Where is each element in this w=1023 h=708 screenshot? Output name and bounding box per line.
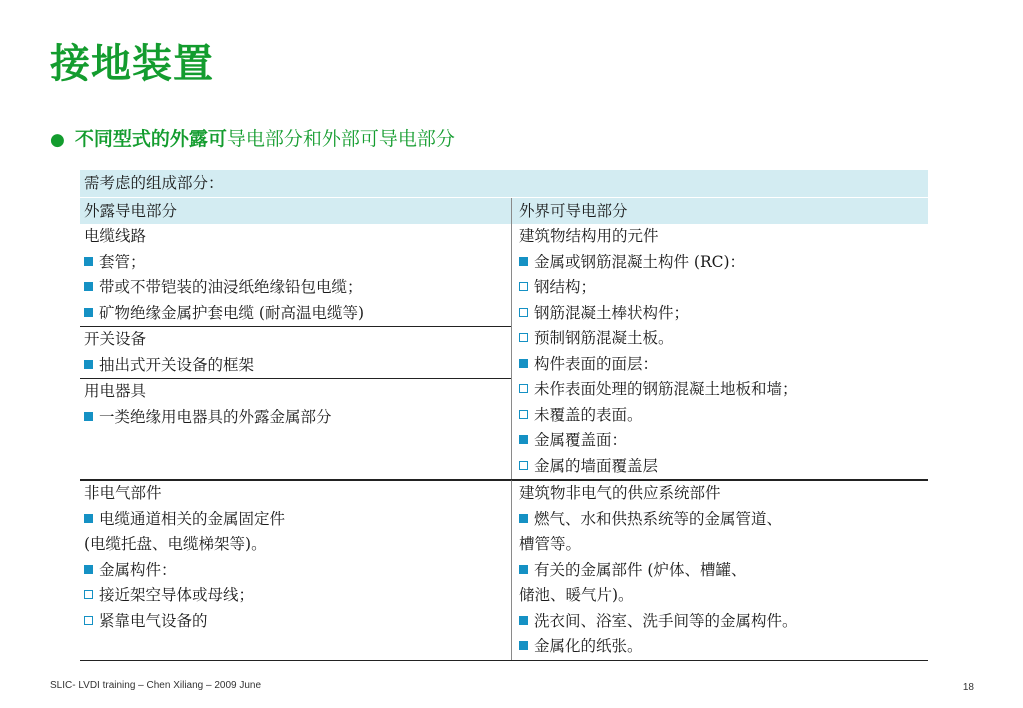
table-line-text: 带或不带铠装的油浸纸绝缘铅包电缆； [99, 278, 363, 296]
table-line [519, 454, 928, 480]
components-table [80, 170, 928, 661]
table-line-text: 金属或钢筋混凝土构件 (RC)： [534, 252, 746, 271]
subtitle-bullet-line [50, 126, 455, 153]
extraneous-parts-column [511, 224, 928, 479]
table-line [80, 481, 511, 507]
table-line [519, 609, 928, 635]
table-line [80, 275, 511, 301]
table-section [80, 224, 511, 326]
table-line [519, 250, 928, 276]
filled-square-bullet-icon [519, 565, 528, 574]
page-number: 18 [962, 682, 974, 693]
filled-square-bullet-icon [519, 359, 528, 368]
table-line-text: 储池、暖气片)。 [519, 586, 634, 604]
table-line [519, 403, 928, 429]
open-square-bullet-icon [519, 461, 528, 470]
footer-credit: SLIC- LVDI training – Chen Xiliang – 2009 June [50, 680, 262, 691]
building-supply-column [511, 480, 928, 660]
table-body-bottom [80, 480, 928, 661]
table-line-text: 钢结构； [534, 278, 597, 296]
table-line-text: 建筑物结构用的元件 [519, 227, 659, 245]
filled-square-bullet-icon [519, 257, 528, 266]
table-line-text: 洗衣间、浴室、洗手间等的金属构件。 [534, 611, 798, 630]
table-line-text: 金属覆盖面： [534, 431, 628, 449]
right-column-header: 外界可导电部分 [511, 198, 928, 224]
exposed-parts-column [80, 224, 511, 479]
open-square-bullet-icon [519, 410, 528, 419]
open-square-bullet-icon [519, 333, 528, 342]
filled-square-bullet-icon [519, 616, 528, 625]
table-line-text: 有关的金属部件 (炉体、槽罐、 [534, 560, 747, 579]
table-line-text: 电缆通道相关的金属固定件 [99, 509, 286, 528]
table-line [519, 301, 928, 327]
table-line-text: 金属构件： [99, 560, 177, 579]
table-line [519, 326, 928, 352]
table-line-text: 钢筋混凝土棒状构件； [534, 303, 690, 322]
table-line [80, 301, 511, 327]
filled-square-bullet-icon [84, 282, 93, 291]
table-line-text: 未作表面处理的钢筋混凝土地板和墙； [534, 380, 798, 398]
table-line [519, 352, 928, 378]
table-section [80, 378, 511, 430]
subtitle-bold-text: 不同型式的外露可 [74, 128, 227, 150]
filled-square-bullet-icon [84, 514, 93, 523]
table-line [80, 353, 511, 379]
filled-square-bullet-icon [519, 435, 528, 444]
table-line [80, 405, 511, 431]
table-line-text: 紧靠电气设备的 [99, 611, 208, 630]
table-line [80, 327, 511, 353]
subtitle-normal-text: 导电部分和外部可导电部分 [226, 128, 455, 150]
open-square-bullet-icon [519, 282, 528, 291]
table-line-text: 金属化的纸张。 [534, 637, 643, 655]
filled-square-bullet-icon [84, 308, 93, 317]
table-line-text: (电缆托盘、电缆梯架等)。 [84, 535, 267, 553]
filled-square-bullet-icon [84, 257, 93, 266]
table-line-text: 未覆盖的表面。 [534, 405, 643, 424]
table-header [80, 170, 928, 224]
table-line [519, 507, 928, 533]
table-line-text: 矿物绝缘金属护套电缆 (耐高温电缆等) [99, 303, 365, 322]
table-line-text: 非电气部件 [84, 484, 162, 502]
table-line [519, 634, 928, 660]
table-line [80, 558, 511, 584]
table-line-text: 构件表面的面层： [534, 354, 659, 373]
table-line [80, 224, 511, 250]
table-line [80, 379, 511, 405]
table-line-text: 接近架空导体或母线； [99, 586, 255, 604]
table-section [80, 326, 511, 378]
open-square-bullet-icon [84, 590, 93, 599]
table-line [519, 481, 928, 507]
filled-square-bullet-icon [84, 360, 93, 369]
filled-square-bullet-icon [519, 514, 528, 523]
bullet-dot-icon: ● [50, 130, 65, 150]
open-square-bullet-icon [84, 616, 93, 625]
table-line [519, 428, 928, 454]
table-line-text: 建筑物非电气的供应系统部件 [519, 484, 721, 502]
filled-square-bullet-icon [519, 641, 528, 650]
table-line-text: 金属的墙面覆盖层 [534, 456, 659, 475]
table-line [80, 532, 511, 558]
table-line [519, 224, 928, 250]
table-line [519, 583, 928, 609]
table-line-text: 电缆线路 [84, 227, 147, 245]
filled-square-bullet-icon [84, 565, 93, 574]
table-line-text: 一类绝缘用电器具的外露金属部分 [99, 407, 332, 426]
table-line [519, 275, 928, 301]
non-electrical-column [80, 480, 511, 660]
page-title: 接地装置 [50, 41, 214, 87]
table-line [519, 377, 928, 403]
table-line [519, 558, 928, 584]
table-line-text: 槽管等。 [519, 535, 582, 553]
table-body-top [80, 224, 928, 480]
filled-square-bullet-icon [84, 412, 93, 421]
open-square-bullet-icon [519, 384, 528, 393]
table-line-text: 开关设备 [84, 330, 147, 348]
table-line [80, 250, 511, 276]
table-line [80, 609, 511, 635]
table-line-text: 预制钢筋混凝土板。 [534, 329, 674, 347]
left-column-header: 外露导电部分 [84, 202, 178, 220]
table-caption: 需考虑的组成部分： [84, 174, 224, 192]
table-line [80, 583, 511, 609]
table-line-text: 套管； [99, 252, 146, 271]
open-square-bullet-icon [519, 308, 528, 317]
table-line-text: 用电器具 [84, 382, 147, 400]
table-line [519, 532, 928, 558]
table-line-text: 抽出式开关设备的框架 [99, 355, 255, 374]
table-line [80, 507, 511, 533]
table-line-text: 燃气、水和供热系统等的金属管道、 [534, 509, 783, 528]
column-header-row [80, 197, 928, 224]
